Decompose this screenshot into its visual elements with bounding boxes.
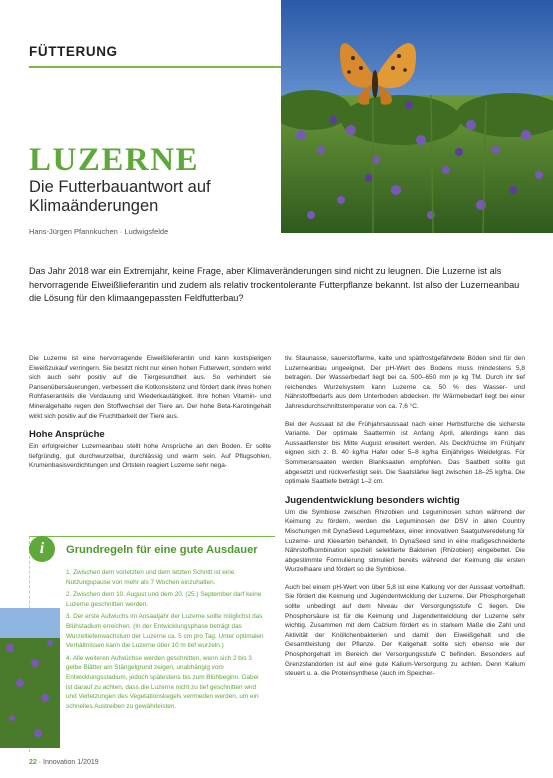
section-label: FÜTTERUNG bbox=[29, 44, 118, 59]
subheading: Jugendentwicklung besonders wichtig bbox=[285, 494, 460, 506]
info-box-list bbox=[66, 568, 264, 714]
subheading: Hohe Ansprüche bbox=[29, 429, 105, 441]
paragraph: Auch bei einem pH-Wert von über 5,8 ist eine Kalkung vor der Aussaat vorteilhaft. Sie fördert die Keimung und Jugendentwicklung der Luzerne. Der Phosphorgehalt sollte unbedingt auf dem Niveau der Versorgungsstufe C liegen. Die Phosphorsäure ist für die Keimung und Jugendentwicklung der Luzerne sehr wichtig. Zusammen mit dem Calzium fördert es in starkem Maße die Zahl und Aktivität der Knöllchenbakterien und damit den Eiweißgehalt und die Gesamtleistung der Pflanze. Der Kaligehalt sollte sich ebenso wie der Phosphorgehalt im Bereich der Versorgungsstufe C befinden. Besonders auf Grenzstandorten ist auf eine gute Kalium-Versorgung zu achten. Denn Kalium steuert u. a. die Proteinsynthese (auch im Speicher- bbox=[285, 583, 525, 678]
author-byline: Hans-Jürgen Pfannkuchen · Ludwigsfelde bbox=[29, 227, 169, 236]
paragraph: tiv. Staunasse, sauerstoffarme, kalte und spätfrostgefährdete Böden sind für den Luzerneanbau ungeeignet. Der pH-Wert des Bodens muss mindestens 5,8 betragen. Der Wasserbedarf liegt bei ca. 500–650 mm je kg TM. Durch ihr tief reichendes Wurzelsystem kann Luzerne ca. 50 % des Wasser- und Nährstoffbedarfs aus dem Unterboden abdecken. Ihr Wärmebedarf liegt bei einer Jahresdurchschnittstemperatur von ca. 7,6 °C. bbox=[285, 355, 525, 410]
list-item: 4. Alle weiteren Aufwüchse werden geschnitten, wenn sich 2 bis 3 gelbe Blätter am Stängelgrund zeigen, unabhängig vom Entwicklungsstadium, jedoch spätestens bis zum Blühbeginn. Dabei ist darauf zu achten, dass die Luzerne nicht zu tief geschnitten wird und Verletzungen des Vegetationskegels vermieden werden, um ein schnelles Austreiben zu gewährleisten. bbox=[66, 654, 259, 710]
page-number: 22 bbox=[29, 759, 37, 766]
issue-label: · Innovation 1/2019 bbox=[38, 759, 99, 766]
hero-photo-butterfly-alfalfa bbox=[281, 0, 553, 233]
article-title: LUZERNE bbox=[29, 142, 200, 178]
paragraph: Ein erfolgreicher Luzerneanbau stellt hohe Ansprüche an den Boden. Er sollte tiefgründig, gut durchwurzelbar, durchlässig und warm sein. Auf Pflugsohlen, Krumenbasisverdichtungen und Ortstein reagiert Luzerne sehr nega- bbox=[29, 443, 271, 470]
list-item: 1. Zwischen dem vorletzten und dem letzten Schnitt ist eine Nutzungspause von mehr als 7 Wochen einzuhalten. bbox=[66, 569, 235, 586]
info-icon: i bbox=[29, 536, 55, 562]
section-divider bbox=[29, 66, 281, 68]
paragraph: Bei der Aussaat ist die Frühjahrsaussaat nach einer Herbstfurche die sicherste Variante. Der optimale Saattermin ist Anfang April, allerdings kann das Aussaatfenster bis Mitte August erweitert werden. Als Deckfrüchte im Frühjahr eignen sich z. B. 40 kg/ha Hafer oder 5–8 kg/ha Einjähriges Weidelgras. Für Sommeransaaten werden Blanksaaten empfohlen. Das Saatbett sollte gut abgesetzt und rückverfestigt sein. Die Saatstärke liegt zwischen 18–25 kg/ha. Die optimale Saattiefe beträgt 1–2 cm. bbox=[285, 420, 525, 486]
right-column bbox=[285, 354, 525, 687]
alfalfa-field-photo bbox=[0, 608, 60, 748]
list-item: 3. Der erste Aufwuchs im Ansaatjahr der Luzerne sollte möglichst das Blühstadium erreichen. (In der Entwicklungsphase beträgt das Wurzeltiefenwachstum der Luzerne ca. 5 cm pro Tag. Unter optimalen Verhältnissen kann die Luzerne über 10 m tief wurzeln.) bbox=[66, 613, 264, 650]
left-column bbox=[29, 354, 271, 479]
article-lead: Das Jahr 2018 war ein Extremjahr, keine Frage, aber Klimaveränderungen sind nicht zu leugnen. Die Luzerne ist als hervorragende Eiweißlieferantin und zudem als relativ trockentolerante Futterpflanze bekannt. Ist also der Luzerneanbau die Lösung für den klimaangepassten Feldfutterbau? bbox=[29, 266, 520, 304]
article-subtitle: Die Futterbauantwort auf Klimaänderungen bbox=[29, 178, 211, 215]
page-footer bbox=[29, 759, 99, 766]
info-box-title: Grundregeln für eine gute Ausdauer bbox=[66, 544, 258, 556]
list-item: 2. Zwischen dem 10. August und dem 20. (25.) September darf keine Luzerne geschnitten werden. bbox=[66, 591, 262, 608]
paragraph: Die Luzerne ist eine hervorragende Eiweißlieferantin und kann kostspieligen Eiweißzukauf verringern. Sie besitzt nicht nur einen hohen Futterwert, sondern wirkt sich auch sehr positiv auf die Tiergesundheit aus. So verhindert sie Pansenübersäuerungen, verbessert die Kotkonsistenz und fördert dank ihres hohen Rohfaseranteils die Verdauung und Wiederkautätigkeit. Ihre hohen Vitamin- und Mineralgehalte regen den Stoffwechsel der Tiere an. Der hohe Beta-Karotingehalt wirkt sich positiv auf die Fruchtbarkeit der Tiere aus. bbox=[29, 355, 271, 420]
paragraph: Um die Symbiose zwischen Rhizobien und Leguminosen schon während der Keimung zu fördern, werden die Leguminosen der DSV in allen Country Mischungen mit DynaSeed LegumeMaxx, einer innovativen Saatgutveredelung für Luzerne- und Kleearten behandelt. In DynaSeed sind in eine maßgeschneiderte Nährstoffkombination speziell selektierte Bakterien (Rhizobien) eingebettet. Die abgestimmte Formulierung stimuliert bereits während der Keimung die ersten Wurzelhaare und fördert so die Symbiose. bbox=[285, 508, 525, 574]
